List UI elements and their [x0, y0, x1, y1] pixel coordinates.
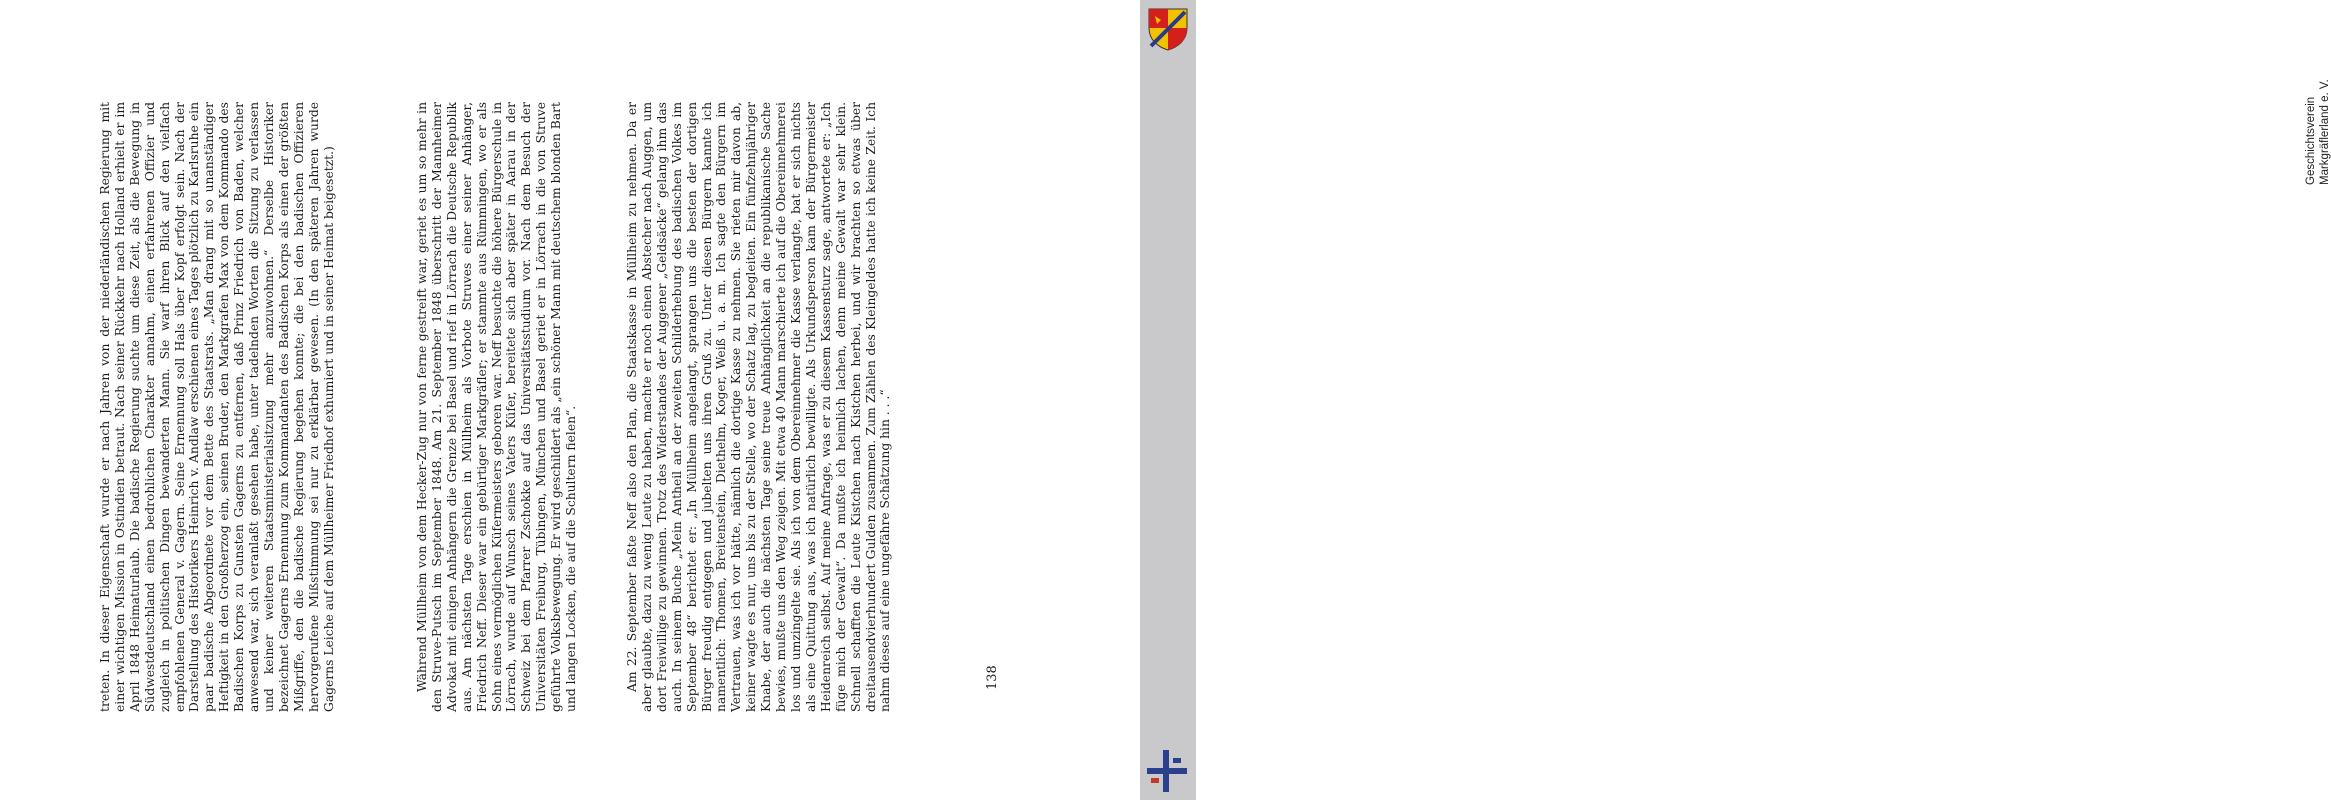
sidebar	[1140, 0, 2331, 800]
text-column-2	[415, 102, 635, 712]
paragraph-3: Am 22. September faßte Neff also den Plan, die Staatskasse in Müllheim zu nehmen. Da er aber glaubte, dazu zu wenig Leute zu haben, machte er noch einen Abstecher nach Auggen, um dort Freiwillige zu gewinnen. Trotz des Widerstandes der Auggener „Geldsäcke“ gelang ihm das auch. In seinem Buche „Mein Antheil an der zweiten Schilderhebung des badischen Volkes im September 48“ berichtet er: „In Müllheim angelangt, sprangen uns die besten der dortigen Bürger freudig entgegen und jubelten uns ihren Gruß zu. Unter diesen Bürgern kannte ich namentlich: Thomen, Breitenstein, Diethelm, Koger, Weiß u. a. m. Ich sagte den Bürgern im Vertrauen, was ich vor hätte, nämlich die dortige Kasse zu nehmen. Sie rieten mir davon ab, keiner wagte es nur, uns bis zu der Stelle, wo der Schatz lag, zu begleiten. Ein fünfzehnjähriger Knabe, der auch die nächsten Tage seine treue Anhänglichkeit an die republikanische Sache bewies, mußte uns den Weg zeigen. Mit etwa 40 Mann marschierte ich auf die Obereinnehmerei los und umzingelte sie. Als ich von dem Obereinnehmer die Kasse verlangte, bat er sich nichts als eine Quittung aus, was ich natürlich bewilligte. Als Urkundsperson kam der Bürgermeister Heidenreich selbst. Auf meine Anfrage, was er zu diesem Kassensturz sage, antwortete er: „Ich füge mich der Gewalt“. Da mußte ich heimlich lachen, denn meine Gewalt war sehr klein. Schnell schafften die Leute Kistchen nach Kistchen herbei, und wir brachten so etwas über dreitausendvierhundert Gulden zusammen. Zum Zählen des Kleingeldes hatte ich keine Zeit. Ich nahm dieses auf eine ungefähre Schätzung hin . . .“	[625, 102, 893, 712]
text-column-3	[625, 102, 965, 712]
society-name-line-2: Markgräflerland e. V.	[2319, 79, 2331, 185]
page-number: 138	[985, 665, 1000, 690]
society-name-line-1: Geschichtsverein	[2305, 96, 2317, 185]
paragraph-1: treten. In dieser Eigenschaft wurde er nach Jahren von der niederländischen Regierung mit einer wichtigen Mission in Ostindien betraut. Nach seiner Rückkehr nach Holland erhielt er im April 1848 Heimaturlaub. Die badische Regierung suchte um diese Zeit, als die Bewegung in Südwestdeutschland einen bedrohlichen Charakter annahm, einen erfahrenen Offizier und zugleich in politischen Dingen bewanderten Mann. Sie warf ihren Blick auf den vielfach empfohlenen General v. Gagern. Seine Ernennung soll Hals über Kopf erfolgt sein. Nach der Darstellung des Historikers Heinrich v. Andlaw erschienen eines Tages plötzlich zu Karlsruhe ein paar badische Abgeordnete vor dem Bette des Staatsrats. „Man drang mit so unanständiger Heftigkeit in den Großherzog ein, seinen Bruder, den Markgrafen Max von dem Kommando des Badischen Korps zu Gunsten Gagerns zu entfernen, daß Prinz Friedrich von Baden, welcher anwesend war, sich veranlaßt gesehen habe, unter tadelnden Worten die Sitzung zu verlassen und keiner weiteren Staatsministerialsitzung mehr anzuwohnen.“ Derselbe Historiker bezeichnet Gagerns Ernennung zum Kommandanten des Badischen Korps als einen der größten Mißgriffe, den die badische Regierung begehen konnte; die bei den badischen Offizieren hervorgerufene Mißstimmung sei nur zu erklärbar gewesen. (In den späteren Jahren wurde Gagerns Leiche auf dem Müllheimer Friedhof exhumiert und in seiner Heimat beigesetzt.)	[98, 102, 336, 712]
document-page	[0, 0, 1140, 800]
university-library-logo-icon	[1145, 748, 1189, 794]
text-column-1	[98, 102, 398, 712]
coat-of-arms-icon	[1145, 6, 1191, 52]
paragraph-2: Während Müllheim von dem Hecker-Zug nur von ferne gestreift war, geriet es um so mehr in den Struve-Putsch im September 1848. Am 21. September 1848 überschritt der Mannheimer Advokat mit einigen Anhängern die Grenze bei Basel und rief in Lörrach die Deutsche Republik aus. Am nächsten Tage erschien in Müllheim als Vorbote Struves einer seiner Anhänger, Friedrich Neff. Dieser war ein gebürtiger Markgräfler; er stammte aus Rümmingen, wo er als Sohn eines vermöglichen Küfermeisters geboren war. Neff besuchte die höhere Bürgerschule in Lörrach, wurde auf Wunsch seines Vaters Küfer, bereitete sich aber später in Aarau in der Schweiz bei dem Pfarrer Zschokke auf das Universitätsstudium vor. Nach dem Besuch der Universitäten Freiburg, Tübingen, München und Basel geriet er in Lörrach in die von Struve geführte Volksbewegung. Er wird geschildert als „ein schöner Mann mit deutschem blonden Bart und langen Locken, die auf die Schultern fielen“.	[415, 102, 579, 712]
